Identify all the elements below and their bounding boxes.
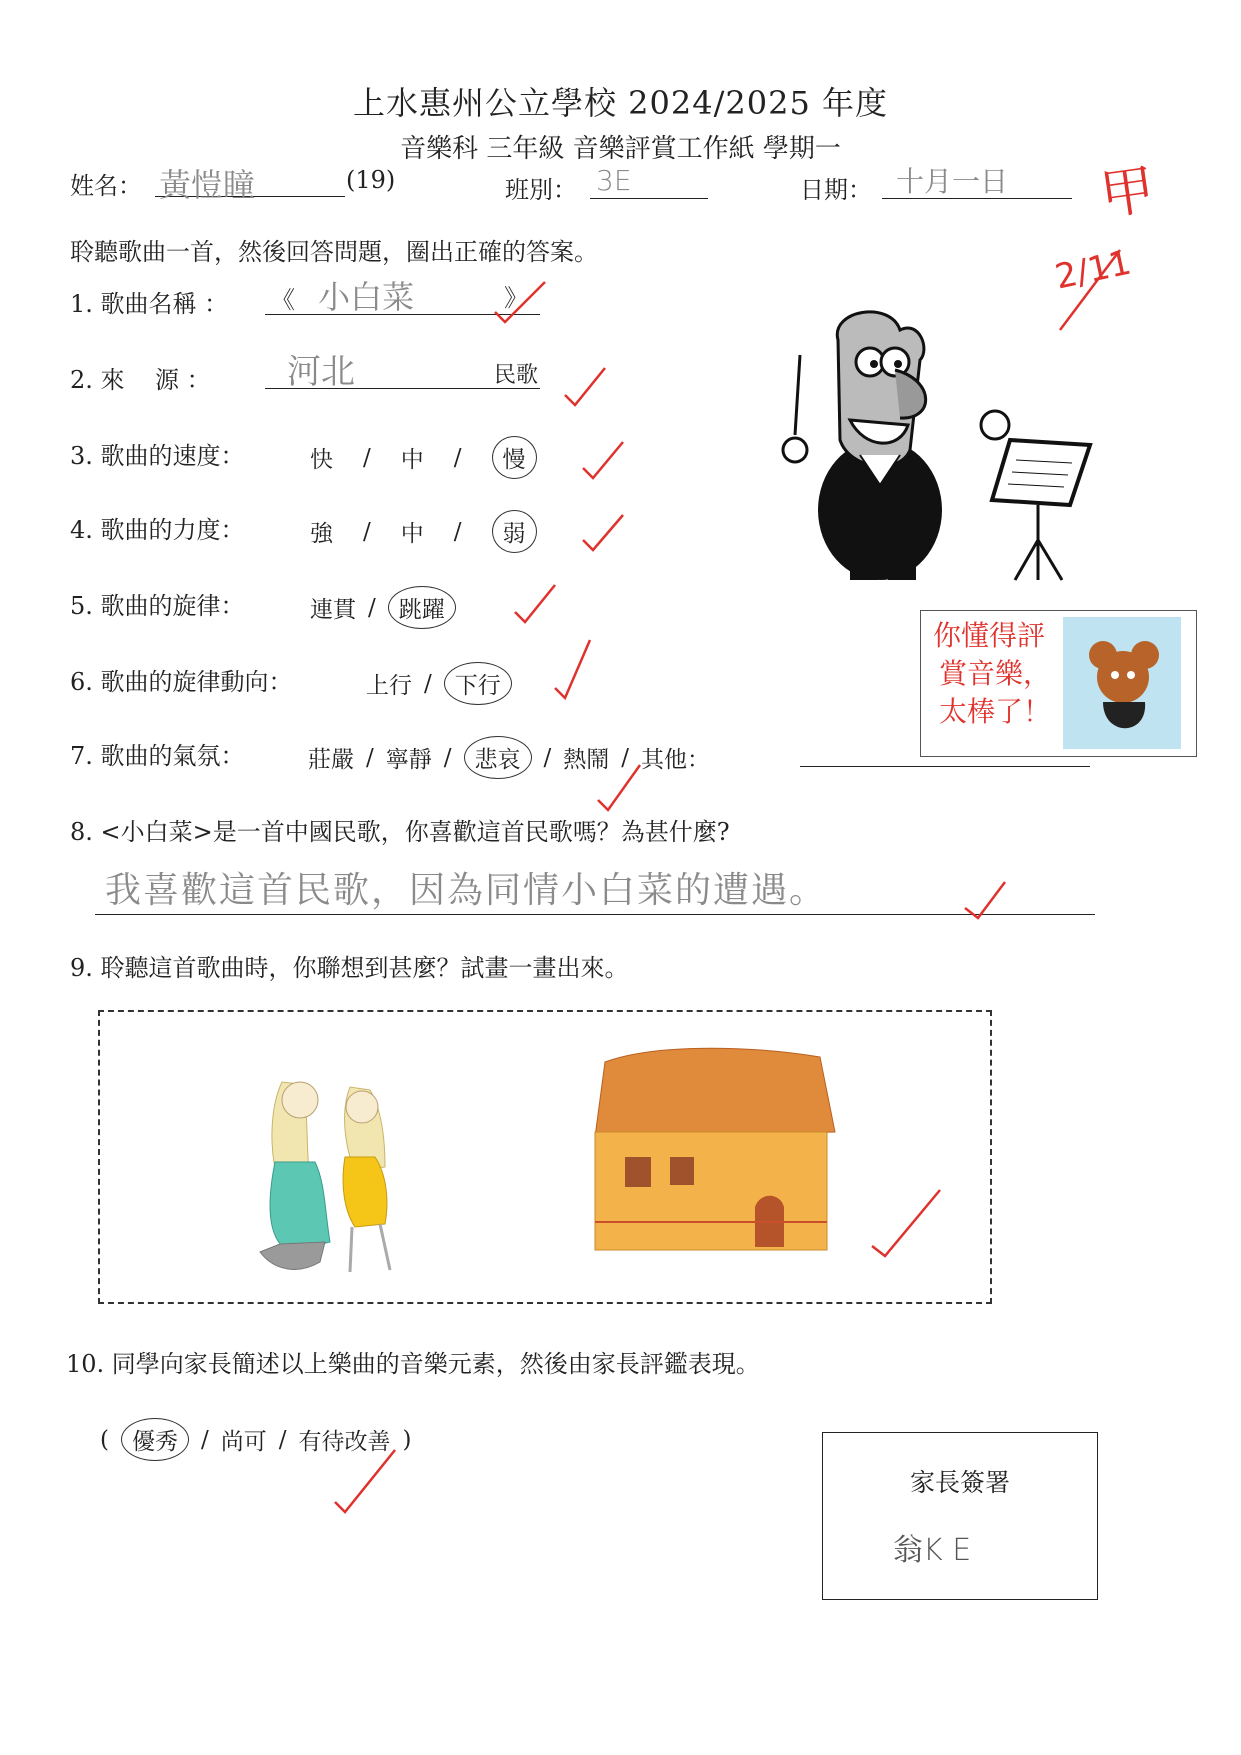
q3-label: 3. 歌曲的速度：: [70, 442, 245, 470]
q10-label: 10. 同學向家長簡述以上樂曲的音樂元素，然後由家長評鑑表現。: [66, 1350, 760, 1378]
q10-option[interactable]: 有待改善: [298, 1429, 391, 1455]
q9-label: 9. 聆聽這首歌曲時，你聯想到甚麼？試畫一畫出來。: [70, 954, 629, 982]
q4-sep: /: [363, 518, 371, 545]
q3-option[interactable]: 快: [310, 447, 333, 473]
grade-mark: 甲: [1096, 157, 1159, 228]
q7-label: 7. 歌曲的氣氛：: [70, 742, 245, 770]
q4-label: 4. 歌曲的力度：: [70, 516, 245, 544]
q10-paren-close: ): [402, 1426, 412, 1453]
signature-label: 家長簽署: [909, 1468, 1010, 1497]
document-title: 上水惠州公立學校 2024/2025 年度: [352, 84, 888, 122]
q7-sep: /: [443, 744, 452, 771]
q8-answer: 我喜歡這首民歌，因為同情小白菜的遭遇。: [105, 870, 828, 911]
sticker-line: 你懂得評: [933, 619, 1046, 652]
q7-sep: /: [543, 744, 552, 771]
q6-option[interactable]: 上行: [366, 673, 412, 699]
q1-close: 》: [504, 284, 528, 312]
q3-sep: /: [363, 444, 371, 471]
q4-option[interactable]: 強: [310, 521, 333, 547]
instruction: 聆聽歌曲一首，然後回答問題，圈出正確的答案。: [70, 238, 598, 266]
tick-icon: [335, 250, 1120, 1512]
q7-option-other[interactable]: 其他：: [641, 747, 710, 773]
class-value: 3E: [596, 164, 632, 197]
q1-open: 《: [271, 286, 295, 314]
q6-sep: /: [424, 670, 432, 697]
q3-sep: /: [453, 444, 462, 471]
sticker-line: 太棒了！: [939, 695, 1052, 728]
class-label: 班別：: [505, 176, 577, 204]
score-mark: 2/11: [1051, 242, 1135, 298]
q10-paren-open: (: [100, 1426, 109, 1453]
q8-label: 8. <小白菜>是一首中國民歌，你喜歡這首民歌嗎？為甚什麼?: [70, 818, 730, 846]
q10-option-selected[interactable]: 優秀: [121, 1418, 189, 1461]
q10-sep: /: [278, 1426, 287, 1453]
sticker-line: 賞音樂，: [939, 657, 1052, 690]
q4-option[interactable]: 中: [400, 521, 424, 547]
q7-option[interactable]: 寧靜: [385, 747, 432, 773]
q2-label: 2. 來 源 ：: [70, 366, 211, 394]
name-value: 黃愷瞳: [159, 166, 256, 204]
q6-option-selected[interactable]: 下行: [444, 662, 512, 705]
student-number: (19): [346, 166, 396, 194]
date-label: 日期：: [800, 176, 872, 204]
q3-option[interactable]: 中: [400, 447, 424, 473]
q1-label: 1. 歌曲名稱 ：: [70, 290, 229, 318]
q7-option[interactable]: 熱鬧: [563, 747, 610, 773]
q5-label: 5. 歌曲的旋律：: [70, 592, 245, 620]
q4-option-selected[interactable]: 弱: [492, 510, 537, 553]
q7-option[interactable]: 莊嚴: [308, 747, 354, 773]
q10-option[interactable]: 尚可: [220, 1429, 267, 1455]
q1-answer: 小白菜: [318, 278, 415, 316]
q5-option-selected[interactable]: 跳躍: [388, 586, 456, 629]
q2-suffix: 民歌: [493, 363, 538, 388]
q5-sep: /: [368, 594, 376, 621]
q5-option[interactable]: 連貫: [310, 597, 356, 623]
q10-sep: /: [200, 1426, 209, 1453]
q7-option-selected[interactable]: 悲哀: [464, 736, 532, 779]
document-subtitle: 音樂科 三年級 音樂評賞工作紙 學期一: [400, 134, 841, 164]
q4-sep: /: [453, 518, 462, 545]
q7-sep: /: [366, 744, 374, 771]
name-label: 姓名：: [70, 172, 142, 200]
q3-option-selected[interactable]: 慢: [492, 436, 537, 479]
signature-value: 翁K E: [893, 1533, 972, 1568]
q2-answer: 河北: [287, 352, 355, 392]
q7-sep: /: [621, 744, 629, 771]
date-value: 十月一日: [896, 165, 1009, 198]
q6-label: 6. 歌曲的旋律動向：: [70, 668, 293, 696]
